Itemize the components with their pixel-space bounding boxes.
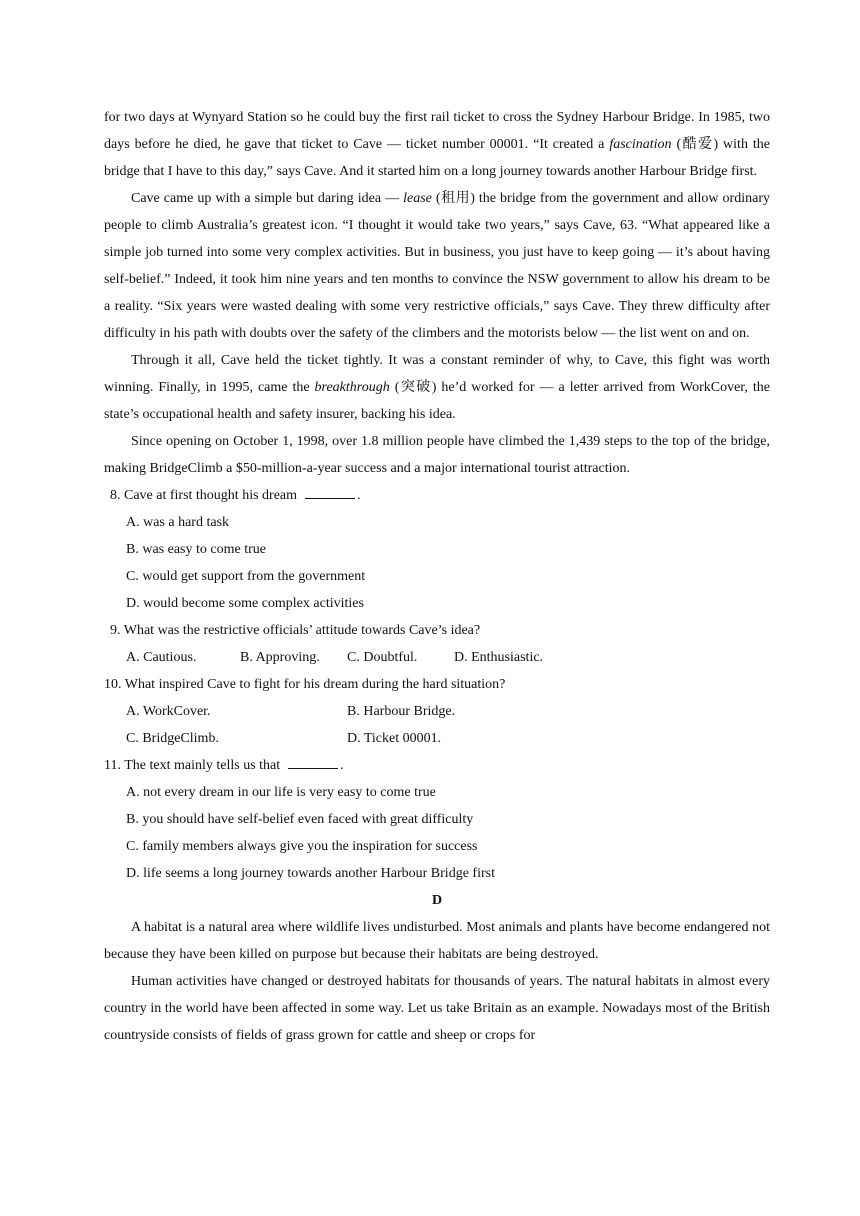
question-stem: 9. What was the restrictive officials’ attitude towards Cave’s idea? xyxy=(110,623,481,638)
options-row xyxy=(104,725,770,752)
document-page xyxy=(104,104,770,1049)
answer-option: D. Ticket 00001. xyxy=(347,731,442,746)
answer-blank xyxy=(305,484,355,499)
passage-paragraph: A habitat is a natural area where wildlife lives undisturbed. Most animals and plants have become endangered not because they have been killed on purpose but because their habitats are being destroyed. xyxy=(104,920,770,962)
question-stem: 11. The text mainly tells us that . xyxy=(104,752,770,779)
answer-option: C. Doubtful. xyxy=(347,650,418,665)
answer-option: A. WorkCover. xyxy=(126,704,211,719)
question-stem: 10. What inspired Cave to fight for his dream during the hard situation? xyxy=(104,677,506,692)
answer-option: B. you should have self-belief even faced with great difficulty xyxy=(126,812,474,827)
italic-term: fascination xyxy=(609,137,672,152)
answer-option: D. would become some complex activities xyxy=(126,596,364,611)
passage-paragraph: Human activities have changed or destroyed habitats for thousands of years. The natural habitats in almost every country in the world have been affected in some way. Let us take Britain as an example. Nowadays most of the British countryside consists of fields of grass grown for cattle and sheep or crops for xyxy=(104,974,770,1043)
answer-option: B. Harbour Bridge. xyxy=(347,704,456,719)
italic-term: lease xyxy=(403,191,432,206)
passage-paragraph: Cave came up with a simple but daring idea — lease (租用) the bridge from the government and allow ordinary people to climb Australia’s greatest icon. “I thought it would take two years,” says Cave, 63. “What appeared like a simple job turned into some very complex activities. But in business, you just have to keep going — it’s about having self-belief.” Indeed, it took him nine years and ten months to convince the NSW government to allow his dream to be a reality. “Six years were wasted dealing with some very restrictive officials,” says Cave. They threw difficulty after difficulty in his path with doubts over the safety of the climbers and the motorists below — the list went on and on. xyxy=(104,191,770,341)
passage-paragraph: for two days at Wynyard Station so he could buy the first rail ticket to cross the Sydney Harbour Bridge. In 1985, two days before he died, he gave that ticket to Cave — ticket number 00001. “It created a fascination (酷爱) with the bridge that I have to this day,” says Cave. And it started him on a long journey towards another Harbour Bridge first. xyxy=(104,110,770,179)
answer-option: C. family members always give you the inspiration for success xyxy=(126,839,478,854)
passage-paragraph: Through it all, Cave held the ticket tightly. It was a constant reminder of why, to Cave, this fight was worth winning. Finally, in 1995, came the breakthrough (突破) he’d worked for — a letter arrived from WorkCover, the state’s occupational health and safety insurer, backing his idea. xyxy=(104,353,770,422)
answer-option: A. Cautious. xyxy=(126,650,197,665)
answer-option: B. Approving. xyxy=(240,650,320,665)
answer-option: D. life seems a long journey towards another Harbour Bridge first xyxy=(126,866,495,881)
answer-option: D. Enthusiastic. xyxy=(454,650,544,665)
section-heading: D xyxy=(431,893,443,908)
italic-term: breakthrough xyxy=(314,380,390,395)
answer-option: A. not every dream in our life is very easy to come true xyxy=(126,785,436,800)
options-row xyxy=(104,698,770,725)
options-row xyxy=(104,644,770,671)
answer-option: C. BridgeClimb. xyxy=(126,731,219,746)
answer-option: B. was easy to come true xyxy=(126,542,266,557)
question-stem: 8. Cave at first thought his dream . xyxy=(104,482,770,509)
passage-paragraph: Since opening on October 1, 1998, over 1.8 million people have climbed the 1,439 steps to the top of the bridge, making BridgeClimb a $50-million-a-year success and a major international tourist attraction. xyxy=(104,434,770,476)
answer-option: A. was a hard task xyxy=(126,515,230,530)
answer-option: C. would get support from the government xyxy=(126,569,366,584)
answer-blank xyxy=(288,754,338,769)
